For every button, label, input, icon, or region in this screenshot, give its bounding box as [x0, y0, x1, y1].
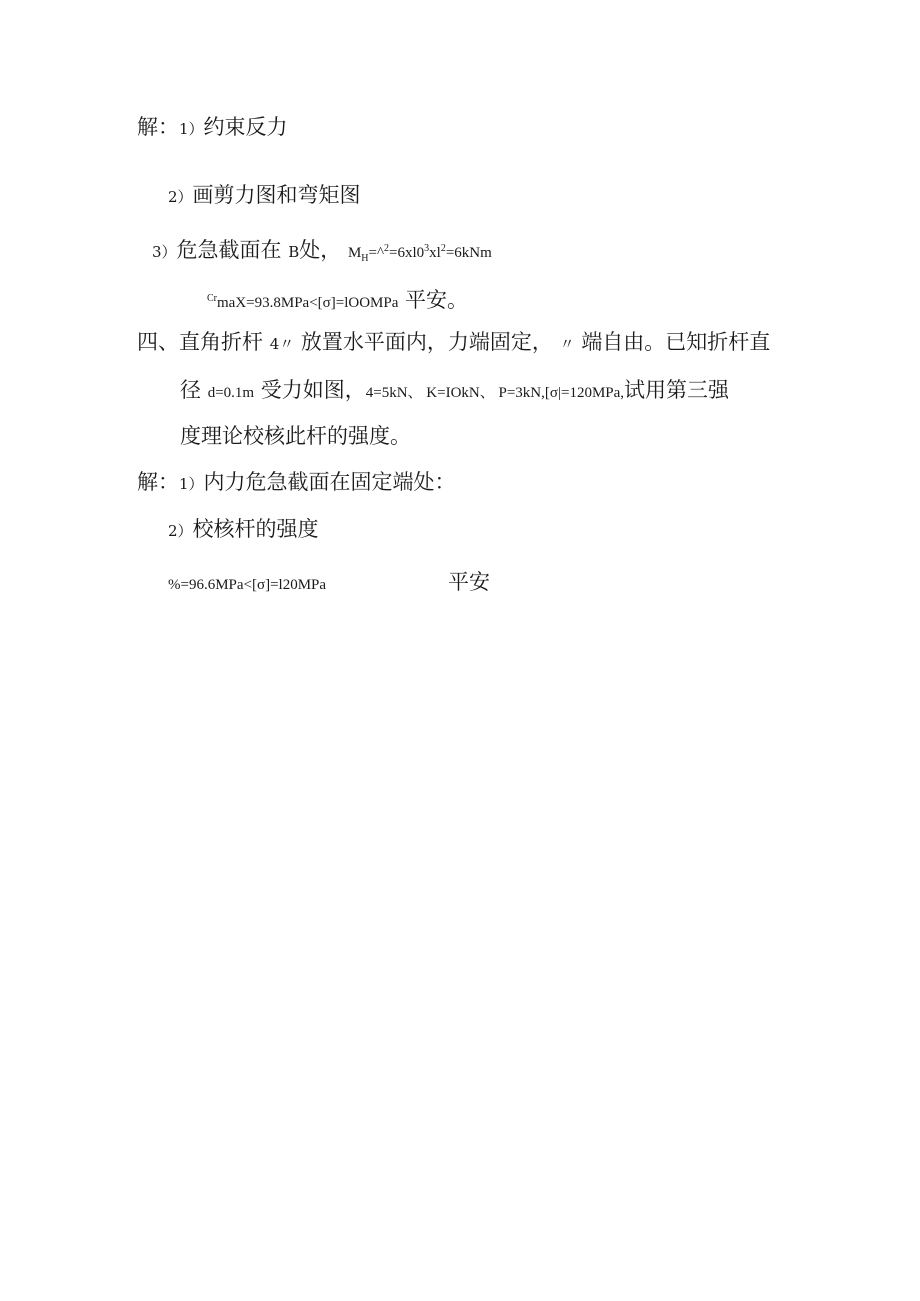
result-text: 平安 [448, 570, 490, 594]
step-number: 3） [152, 243, 177, 261]
step-number: 2） [168, 522, 193, 540]
result-text: 平安。 [398, 288, 469, 312]
solution-1-step-2 [168, 180, 361, 212]
step-text: 校核杆的强度 [192, 517, 319, 541]
solution-1-stress-check [207, 285, 468, 318]
solution-2-step-1 [137, 467, 456, 499]
problem-4-line-2: 径 d=0.1m 受力如图，4=5kN、 K=IOkN、 P=3kN,[σ|=120MPa,试用第三强 [180, 378, 730, 402]
stress-formula: $^{Cr}$maX=93.8MPa<[σ]=lOOMPa [207, 293, 399, 311]
solution-2-step-2 [168, 514, 319, 546]
solution-1-step-1 [137, 112, 288, 144]
solution-label: 解： [137, 115, 179, 139]
step-text-a: 危急截面在 [176, 238, 282, 262]
step-text-c: 处， [299, 238, 342, 262]
step-text: 约束反力 [203, 115, 288, 139]
point-label: B [288, 243, 300, 261]
stress-formula: %=96.6MPa<[σ]=l20MPa [168, 577, 327, 593]
solution-label: 解： [137, 470, 179, 494]
problem-4-line-3: 度理论校核此杆的强度。 [180, 424, 411, 448]
step-number: 1） [179, 120, 204, 138]
problem-4-line-1: 四、直角折杆 4〃 放置水平面内，力端固定， 〃 端自由。已知折杆直 [137, 330, 771, 354]
step-number: 2） [168, 188, 193, 206]
solution-2-stress-check [168, 567, 326, 600]
step-text: 画剪力图和弯矩图 [192, 183, 361, 207]
given-values: 4=5kN、 K=IOkN、 P=3kN,[σ|=120MPa, [365, 385, 625, 401]
moment-formula: $M_H=\^{}^2=6xl0^3xl^2=6kNm$ [347, 243, 492, 264]
solution-1-step-3 [152, 235, 492, 268]
step-number: 1） [179, 475, 204, 493]
problem-heading: 四、直角折杆 [137, 330, 263, 354]
step-text: 内力危急截面在固定端处： [203, 470, 456, 494]
solution-2-result [448, 567, 490, 597]
